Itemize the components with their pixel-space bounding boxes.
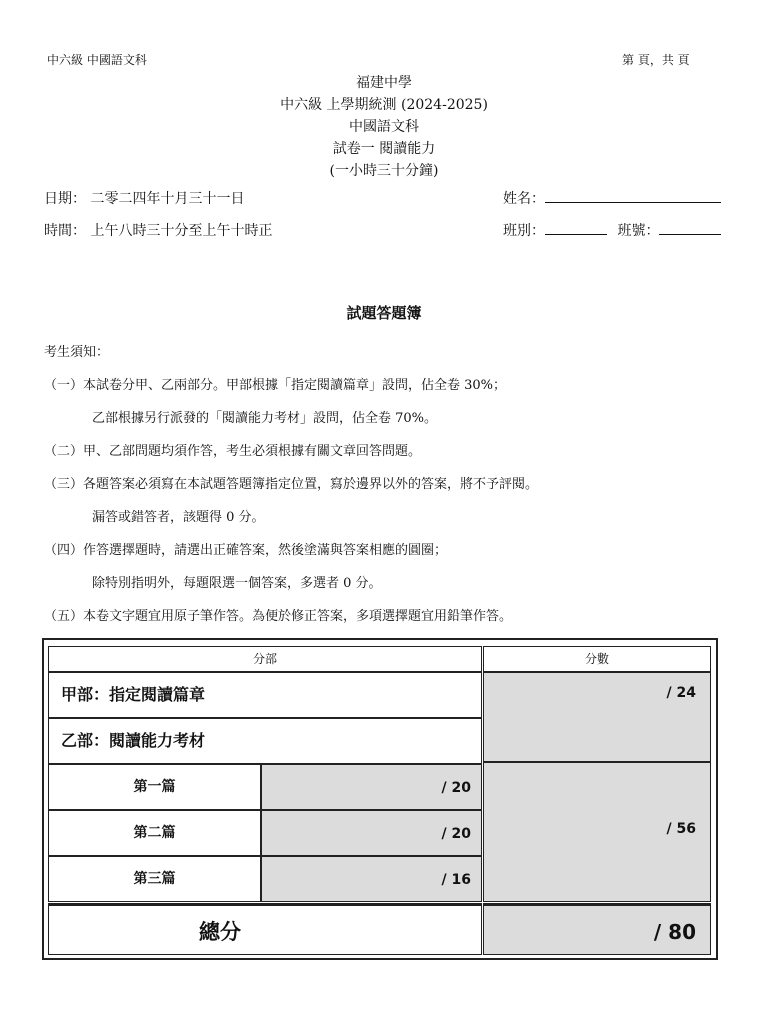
passage-3-label: 第三篇	[48, 856, 261, 902]
part-a-max: / 24	[666, 685, 696, 701]
class-label: 班別：	[503, 223, 545, 239]
class-field[interactable]	[503, 220, 721, 240]
name-blank[interactable]	[545, 188, 721, 203]
total-label	[48, 903, 482, 955]
booklet-title: 試題答題簿	[346, 304, 422, 322]
number-label: 班號：	[617, 223, 660, 239]
name-field[interactable]	[503, 188, 721, 208]
passage-3-score[interactable]	[261, 856, 482, 902]
passage-1-label: 第一篇	[48, 764, 261, 810]
duration: (一小時三十分鐘)	[329, 163, 439, 179]
total-label-text: 總分	[199, 920, 241, 944]
col-score-header: 分數	[483, 646, 711, 672]
part-b-max: / 56	[666, 821, 696, 837]
part-a-score[interactable]	[483, 672, 711, 762]
header-right: 第 頁，共 頁	[622, 53, 690, 67]
subject-title: 中國語文科	[349, 119, 419, 135]
number-blank[interactable]	[659, 220, 721, 235]
total-score[interactable]	[483, 903, 711, 955]
note-line: 除特別指明外，每題限選一個答案，多選者 0 分。	[92, 576, 382, 591]
exam-time: 時間： 上午八時三十分至上午十時正	[44, 223, 273, 239]
note-line: （三）各題答案必須寫在本試題答題簿指定位置，寫於邊界以外的答案，將不予評閱。	[44, 477, 539, 492]
passage-2-score[interactable]	[261, 810, 482, 856]
total-max: / 80	[653, 920, 696, 944]
passage-2-label: 第二篇	[48, 810, 261, 856]
note-line: 漏答或錯答者，該題得 0 分。	[92, 510, 265, 525]
col-section-header: 分部	[48, 646, 482, 672]
note-line: 乙部根據另行派發的「閱讀能力考材」設問，佔全卷 70%。	[92, 411, 438, 426]
class-blank[interactable]	[545, 220, 607, 235]
paper-title: 試卷一 閱讀能力	[332, 141, 436, 157]
school-name: 福建中學	[356, 75, 412, 91]
notes-heading: 考生須知：	[44, 345, 110, 360]
passage-1-score[interactable]	[261, 764, 482, 810]
exam-date: 日期： 二零二四年十月三十一日	[44, 191, 245, 207]
note-line: （五）本卷文字題宜用原子筆作答。為便於修正答案，多項選擇題宜用鉛筆作答。	[44, 609, 513, 624]
passage-2-max: / 20	[441, 826, 471, 842]
name-label: 姓名：	[503, 191, 545, 207]
header-left: 中六級 中國語文科	[47, 53, 147, 67]
passage-3-max: / 16	[441, 872, 471, 888]
part-b-score[interactable]	[483, 762, 711, 902]
exam-title: 中六級 上學期統測 (2024-2025)	[280, 97, 488, 113]
note-line: （一）本試卷分甲、乙兩部分。甲部根據「指定閱讀篇章」設問，佔全卷 30%；	[44, 378, 507, 393]
part-b-label: 乙部：閱讀能力考材	[48, 718, 482, 764]
note-line: （四）作答選擇題時，請選出正確答案，然後塗滿與答案相應的圓圈；	[44, 543, 448, 558]
note-line: （二）甲、乙部問題均須作答，考生必須根據有關文章回答問題。	[44, 444, 422, 459]
part-a-label: 甲部：指定閱讀篇章	[48, 672, 482, 718]
passage-1-max: / 20	[441, 780, 471, 796]
